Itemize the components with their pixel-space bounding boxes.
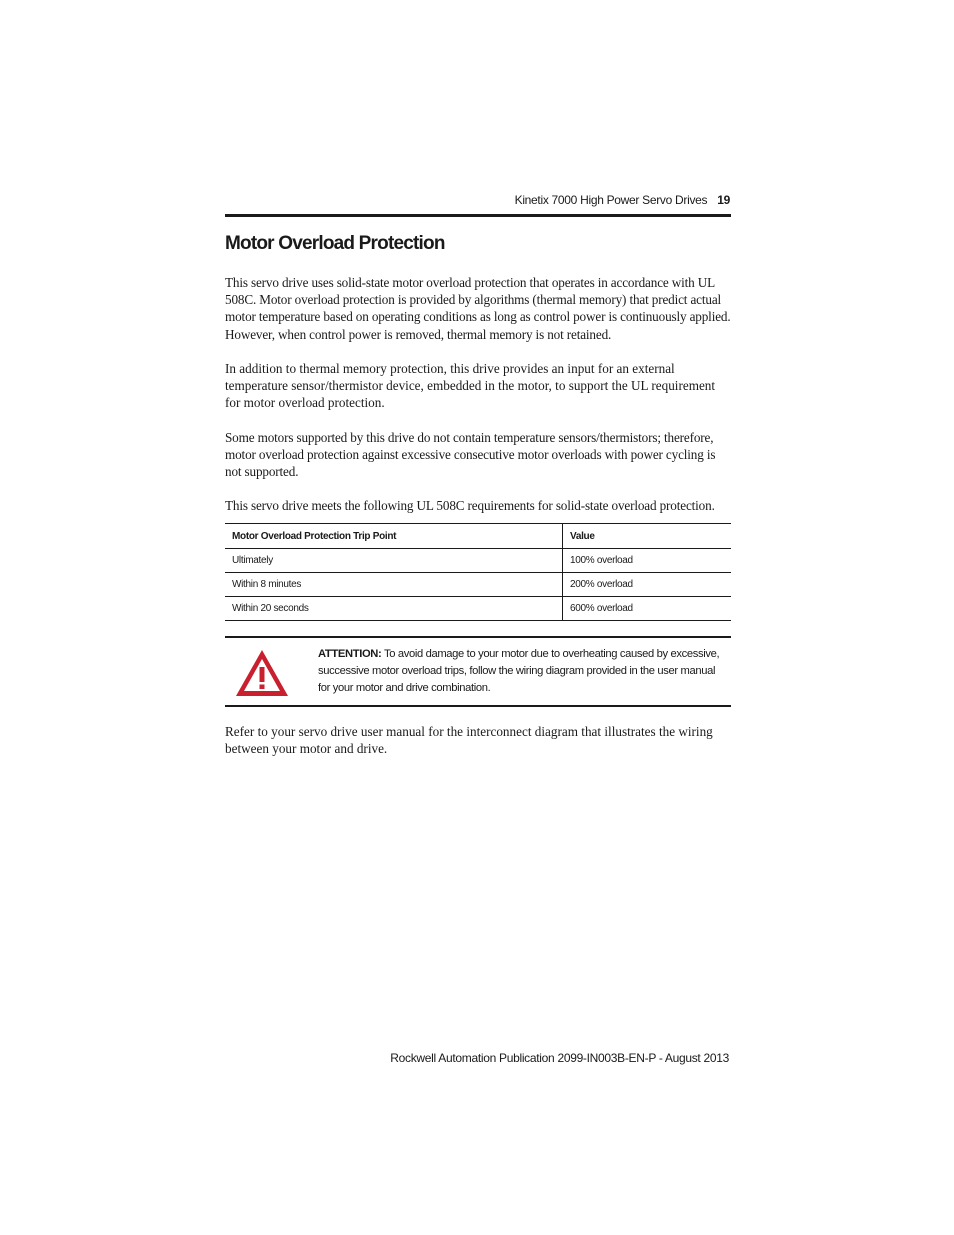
- table-row: [225, 597, 731, 621]
- running-header: [515, 193, 730, 207]
- header-rule: [225, 214, 731, 217]
- attention-message: [318, 646, 728, 697]
- header-title: Kinetix 7000 High Power Servo Drives: [514, 193, 708, 207]
- table-header-row: [225, 524, 731, 549]
- trip-point-cell: Within 8 minutes: [225, 573, 563, 597]
- attention-bottom-rule: [225, 705, 731, 707]
- paragraph-unsupported-motors: Some motors supported by this drive do not contain temperature sensors/thermistors; therefore, motor overload protection against excessive consecutive motor overloads with power cycling is not supported.: [225, 430, 716, 480]
- trip-point-cell: Ultimately: [225, 549, 563, 573]
- value-cell: 100% overload: [563, 549, 732, 573]
- paragraph-thermal-memory: This servo drive uses solid-state motor overload protection that operates in accordance with UL 508C. Motor overload protection is provided by algorithms (thermal memory) that predict actual motor temperature based on operating conditions as long as control power is continuously applied. However, when control power is removed, thermal memory is not retained.: [225, 275, 731, 342]
- overload-trip-table: [225, 523, 731, 621]
- attention-body: To avoid damage to your motor due to overheating caused by excessive, successive motor overload trips, follow the wiring diagram provided in the user manual for your motor and drive combination.: [318, 648, 720, 694]
- warning-triangle-icon: [233, 647, 291, 699]
- attention-label: ATTENTION:: [318, 648, 382, 660]
- page-number: 19: [717, 193, 730, 207]
- value-cell: 600% overload: [563, 597, 732, 621]
- publication-footer: Rockwell Automation Publication 2099-IN003B-EN-P - August 2013: [390, 1051, 729, 1065]
- table-row: [225, 549, 731, 573]
- table-row: [225, 573, 731, 597]
- attention-top-rule: [225, 636, 731, 638]
- paragraph-interconnect-reference: Refer to your servo drive user manual for the interconnect diagram that illustrates the wiring between your motor and drive.: [225, 724, 713, 757]
- section-heading: Motor Overload Protection: [225, 233, 445, 254]
- paragraph-ul-requirements: This servo drive meets the following UL 508C requirements for solid-state overload protection.: [225, 498, 715, 513]
- column-header-value: Value: [563, 524, 732, 549]
- column-header-trip-point: Motor Overload Protection Trip Point: [225, 524, 563, 549]
- paragraph-thermistor-input: In addition to thermal memory protection, this drive provides an input for an external temperature sensor/thermistor device, embedded in the motor, to support the UL requirement for motor overload protection.: [225, 361, 716, 411]
- value-cell: 200% overload: [563, 573, 732, 597]
- trip-point-cell: Within 20 seconds: [225, 597, 563, 621]
